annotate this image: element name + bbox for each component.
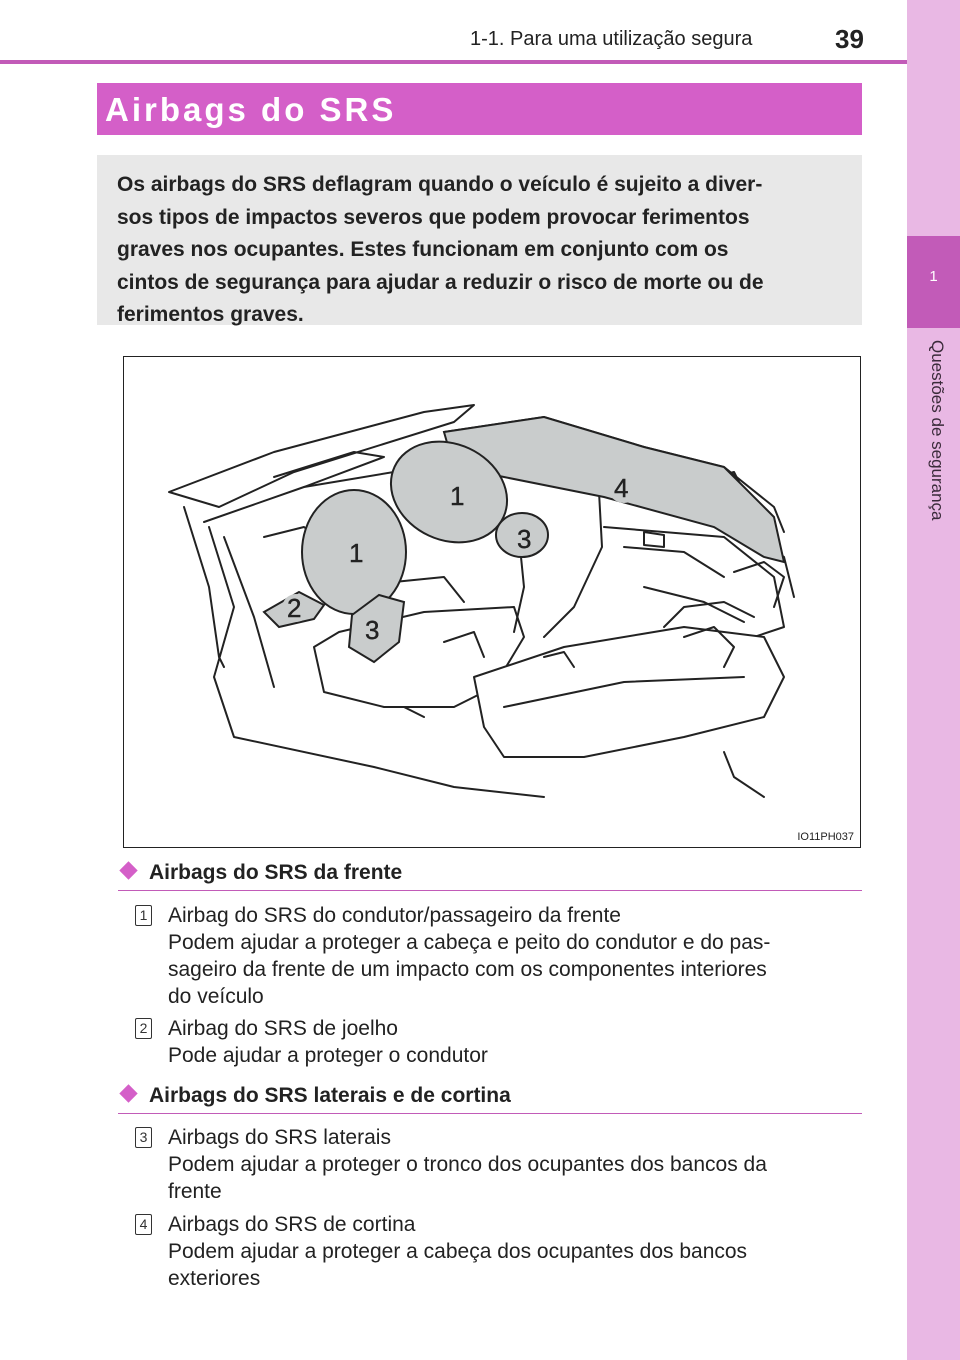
car-interior-drawing [124, 357, 860, 847]
page-title-bar [97, 83, 862, 135]
callout-3-driver-side: 3 [365, 615, 380, 645]
intro-line: graves nos ocupantes. Estes funcionam em conjunto com os [117, 238, 729, 261]
chapter-side-tab [907, 0, 960, 1360]
diamond-bullet-icon [119, 861, 137, 879]
item-title: Airbags do SRS laterais [168, 1126, 391, 1149]
item-number-badge: 3 [135, 1127, 152, 1148]
subsection-heading-text: Airbags do SRS laterais e de cortina [149, 1084, 511, 1107]
subsection-heading-front [118, 861, 402, 885]
chapter-title: Questões de segurança [928, 340, 947, 521]
item-line: frente [168, 1180, 222, 1203]
item-text [168, 902, 857, 1010]
item-number-badge: 2 [135, 1018, 152, 1039]
item-text [168, 1211, 857, 1292]
item-line: sageiro da frente de um impacto com os componentes interiores [168, 958, 767, 981]
item-line: Podem ajudar a proteger a cabeça e peito do condutor e do pas- [168, 931, 771, 954]
item-line: Podem ajudar a proteger a cabeça dos ocupantes dos bancos [168, 1240, 748, 1263]
item-title: Airbag do SRS do condutor/passageiro da frente [168, 904, 621, 927]
chapter-title-vertical [921, 340, 947, 570]
item-line: Pode ajudar a proteger o condutor [168, 1044, 488, 1067]
subsection-rule [118, 1113, 862, 1114]
intro-line: sos tipos de impactos severos que podem provocar ferimentos [117, 205, 750, 229]
callout-2-knee: 2 [287, 593, 302, 623]
intro-line: ferimentos graves. [117, 303, 304, 326]
item-title: Airbags do SRS de cortina [168, 1213, 416, 1236]
item-number-badge: 1 [135, 905, 152, 926]
callout-4-curtain: 4 [614, 473, 629, 503]
item-text [168, 1124, 857, 1205]
subsection-heading-text: Airbags do SRS da frente [149, 861, 403, 884]
page-number: 39 [835, 24, 864, 54]
figure-code: IO11PH037 [797, 831, 854, 843]
callout-1-driver: 1 [349, 538, 364, 568]
intro-line: Os airbags do SRS deflagram quando o veículo é sujeito a diver- [117, 173, 763, 196]
callout-1-passenger: 1 [450, 481, 465, 511]
airbag-illustration [123, 356, 861, 848]
subsection-rule [118, 890, 862, 891]
intro-line: cintos de segurança para ajudar a reduzir o risco de morte ou de [117, 270, 764, 294]
section-header: 1-1. Para uma utilização segura [470, 28, 753, 50]
intro-text [117, 169, 843, 332]
item-line: Podem ajudar a proteger o tronco dos ocupantes dos bancos da [168, 1153, 767, 1176]
item-title: Airbag do SRS de joelho [168, 1017, 398, 1040]
page-title: Airbags do SRS [105, 91, 397, 128]
item-line: do veículo [168, 985, 264, 1008]
header-divider [0, 60, 907, 64]
item-line: exteriores [168, 1267, 261, 1290]
chapter-number: 1 [929, 268, 938, 285]
subsection-heading-side-curtain [118, 1084, 511, 1108]
intro-box [97, 155, 862, 325]
callout-3-passenger-side: 3 [517, 524, 532, 554]
item-number-badge: 4 [135, 1214, 152, 1235]
item-text [168, 1015, 857, 1069]
diamond-bullet-icon [119, 1084, 137, 1102]
